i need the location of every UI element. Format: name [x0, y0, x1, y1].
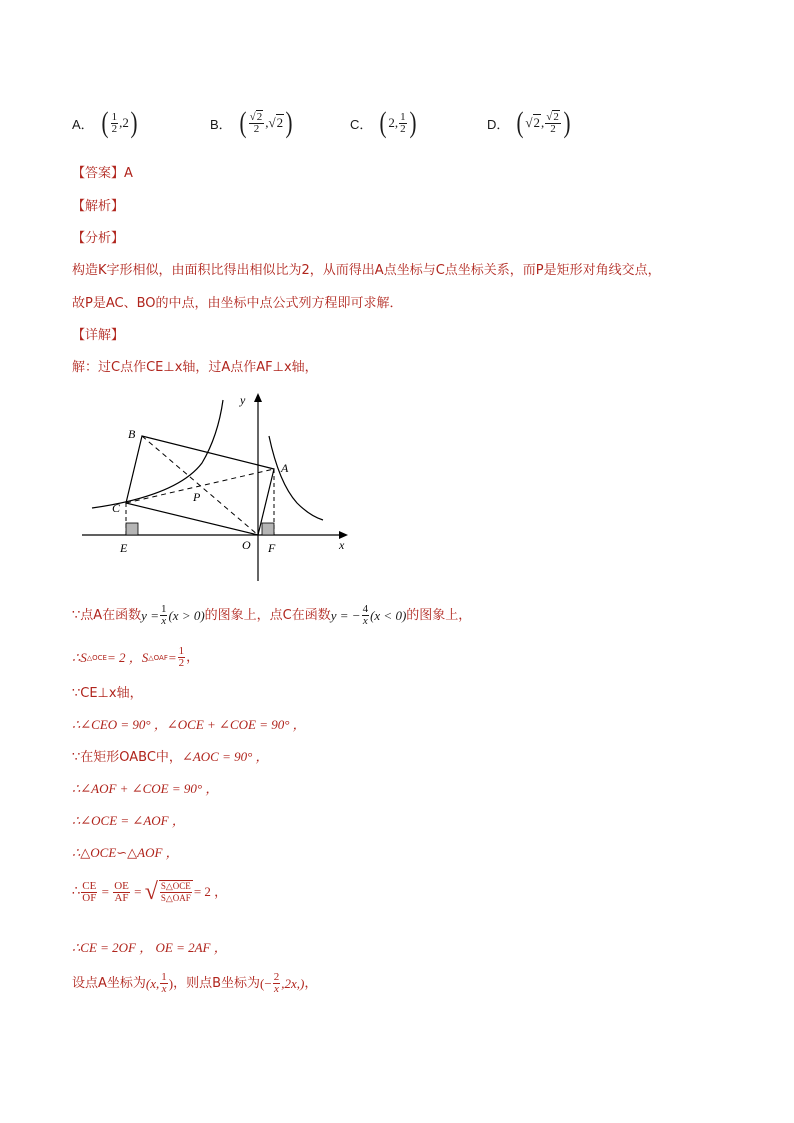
step-9-frac2 — [113, 881, 130, 904]
label-c: C — [112, 501, 121, 515]
step-11-b-rest: ,2x,) — [281, 975, 305, 991]
option-c-label: C． — [350, 116, 373, 132]
curve-right-branch — [269, 436, 323, 520]
step-7: ∴∠OCE = ∠AOF ， — [72, 813, 185, 828]
step-9-end: = 2 ， — [193, 884, 228, 899]
sqrt-radicand: 2 — [276, 115, 284, 130]
geometry-figure — [82, 388, 357, 588]
solution-intro: 解：过C点作CE⊥x轴，过A点作AF⊥x轴， — [72, 360, 318, 375]
step-11-b-open: (− — [260, 975, 272, 991]
fraction-denominator: x — [161, 615, 167, 627]
fraction-denominator: 2 — [178, 657, 185, 669]
option-d: D． ( √2 , $\frac{√2}{2}$ ) — [487, 106, 571, 139]
fraction-numerator: 1 — [160, 603, 167, 615]
option-a-fraction — [111, 112, 119, 135]
option-b-fraction: $\frac{√2}{2}$ — [249, 110, 263, 135]
analysis-tag: 【解析】 — [72, 199, 125, 214]
option-c-first: 2 — [388, 115, 395, 130]
step-11-text-c: ， — [304, 975, 318, 991]
fraction-numerator: 2 — [273, 971, 280, 983]
fraction-denominator: S△OAF — [160, 893, 191, 903]
fraction-numerator: OE — [114, 879, 129, 892]
right-angle-e — [126, 523, 138, 535]
fenxi-line-2: 故P是AC、BO的中点，由坐标中点公式列方程即可求解． — [72, 296, 403, 311]
step-1 — [72, 604, 471, 627]
step-5-text-b: ∠AOC = 90° ， — [181, 749, 269, 764]
fraction-denominator: 2 — [253, 122, 260, 135]
label-x: x — [339, 538, 345, 552]
step-8: ∴△OCE∽△AOF ， — [72, 845, 179, 860]
option-c: C． ( 2 , $\frac{1}{2}$ ) — [350, 106, 417, 139]
label-y: y — [240, 393, 246, 407]
option-a-second: 2 — [122, 115, 129, 130]
option-b-label: B． — [210, 116, 232, 132]
fraction-numerator: 4 — [362, 603, 369, 615]
step-9: ∴ $\frac{CE}{OF}$ = $\frac{OE}{AF}$ = √ $\frac{\text{S△OCE}}{\text{S△OAF}}$ = 2 ， — [72, 879, 228, 905]
sqrt-radicand: 2 — [533, 115, 541, 130]
step-11-coord-close: ) — [168, 975, 174, 991]
step-1-fn2: y = − — [330, 607, 361, 623]
step-1-text-c: 的图象上， — [406, 607, 472, 623]
step-1-fn1: y = — [141, 607, 159, 623]
step-9-text-a: ∴ — [72, 884, 81, 899]
fraction-denominator: x — [274, 983, 279, 995]
fraction-denominator: 2 — [400, 122, 406, 135]
fraction-denominator: x — [362, 615, 368, 627]
step-6: ∴∠AOF + ∠COE = 90° ， — [72, 781, 219, 796]
fraction-numerator: 1 — [400, 110, 406, 123]
sqrt-radicand: 2 — [553, 110, 559, 123]
step-2 — [72, 646, 199, 669]
step-2-sub2: △OAF — [148, 653, 168, 662]
label-f: F — [268, 541, 276, 555]
label-e: E — [120, 541, 128, 555]
fraction-numerator: 1 — [111, 110, 118, 123]
step-11-coord-open: (x, — [145, 975, 160, 991]
fraction-denominator: OF — [82, 891, 97, 904]
step-11 — [72, 972, 317, 995]
fraction-denominator: AF — [114, 891, 129, 904]
step-2-frac — [178, 646, 186, 669]
step-5-text-a: ∵在矩形OABC中， — [72, 750, 182, 765]
step-4: ∴∠CEO = 90° ，∠OCE + ∠COE = 90° ， — [72, 717, 306, 732]
fraction-numerator: 1 — [178, 645, 185, 657]
step-9-sqrt: √ $\frac{\text{S△OCE}}{\text{S△OAF}}$ — [144, 879, 191, 905]
step-1-cond2: (x < 0) — [370, 607, 407, 623]
answer-tag: 【答案】 — [72, 166, 125, 181]
fenxi-tag: 【分析】 — [72, 231, 125, 246]
fraction-numerator: S△OCE — [160, 881, 191, 891]
step-10: ∴CE = 2OF ， OE = 2AF ， — [72, 940, 227, 955]
right-angle-f — [262, 523, 274, 535]
label-p: P — [193, 490, 201, 504]
label-b: B — [128, 427, 136, 441]
fraction-denominator: x — [161, 983, 167, 995]
answer-line — [72, 166, 133, 182]
y-axis-arrow-icon — [254, 393, 262, 402]
option-c-fraction — [399, 112, 407, 135]
step-1-text-a: ∵点A在函数 — [72, 607, 142, 623]
label-o: O — [242, 538, 251, 552]
step-1-frac2 — [362, 604, 370, 627]
answer-value: A — [124, 166, 133, 181]
step-1-frac1 — [160, 604, 168, 627]
step-2-text-a: ∴S — [72, 649, 87, 665]
step-11-text-a: 设点A坐标为 — [72, 975, 146, 991]
option-a-label: A． — [72, 116, 94, 132]
step-2-end: ， — [186, 649, 200, 665]
step-1-text-b: 的图象上，点C在函数 — [204, 607, 331, 623]
label-a: A — [281, 461, 289, 475]
step-9-frac1 — [81, 881, 97, 904]
fraction-numerator: CE — [82, 879, 97, 892]
step-2-sub1: △OCE — [86, 653, 107, 662]
fenxi-line-1: 构造K字形相似，由面积比得出相似比为2，从而得出A点坐标与C点坐标关系，而P是矩形对角线交点， — [72, 263, 661, 278]
detail-tag: 【详解】 — [72, 328, 125, 343]
step-2-text-b: = 2 ，S — [107, 649, 149, 665]
fraction-denominator: 2 — [111, 122, 118, 135]
step-11-frac2 — [273, 972, 281, 995]
curve-left-branch — [92, 400, 223, 508]
option-a: A． ( $\frac{1}{2}$ , 2 ) — [72, 106, 138, 139]
sqrt-radicand: 2 — [256, 110, 263, 123]
step-3: ∵CE⊥x轴， — [72, 686, 143, 701]
step-1-cond1: (x > 0) — [168, 607, 205, 623]
step-5 — [72, 749, 269, 766]
fraction-denominator: 2 — [550, 122, 556, 135]
fraction-numerator: 1 — [161, 971, 167, 983]
step-11-text-b: ，则点B坐标为 — [173, 975, 261, 991]
step-2-text-c: = — [167, 649, 177, 665]
option-b: B． ( $\frac{√2}{2}$ , √2 ) — [210, 106, 293, 139]
option-d-label: D． — [487, 116, 510, 132]
option-d-fraction: $\frac{√2}{2}$ — [546, 110, 559, 135]
step-11-frac1 — [160, 972, 168, 995]
